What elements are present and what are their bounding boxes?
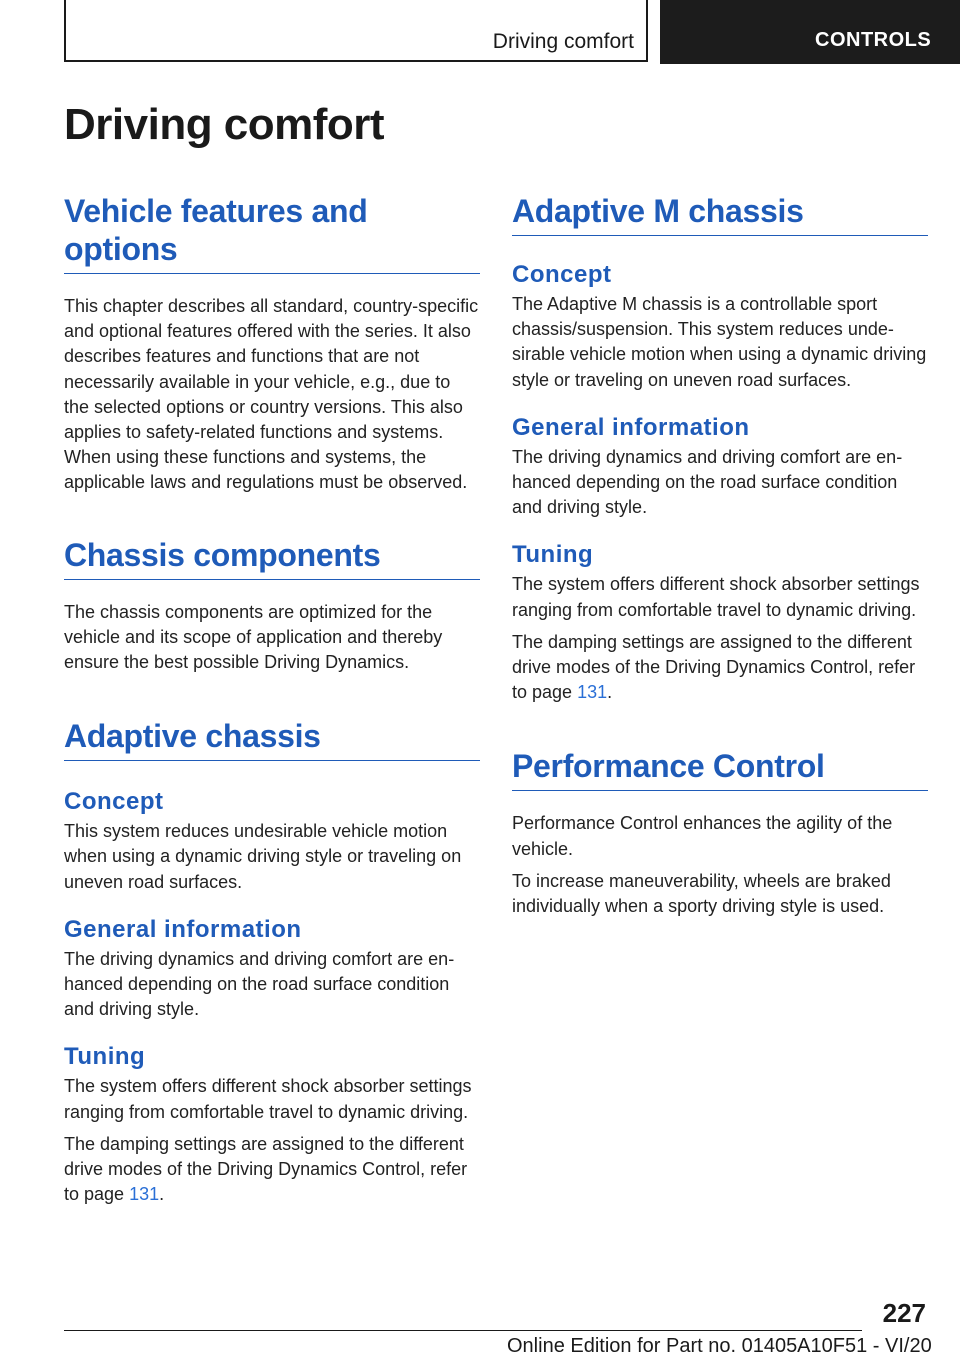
header-chapter-title: Driving comfort <box>492 30 634 53</box>
page-reference-link[interactable]: 131 <box>129 1184 160 1205</box>
footer-edition: Online Edition for Part no. 01405A10F51 - VI/20 <box>507 1335 932 1357</box>
heading-adaptive-m-chassis: Adaptive M chassis <box>512 192 928 236</box>
paragraph-general-information: The driving dynamics and driving comfort are enhanced depending on the road surface condition and driving style. <box>64 948 455 1020</box>
paragraph-m-tuning-1: The system offers different shock absorber settings ranging from comfortable travel to dynamic driving. <box>512 574 920 620</box>
header-section-label: CONTROLS <box>815 29 932 51</box>
paragraph-tuning-2-text: The damping settings are assigned to the different drive modes of the Driving Dynamics Control, refer to page <box>64 1133 468 1205</box>
paragraph-performance-control-1: Performance Control enhances the agility of the vehicle. <box>512 813 893 859</box>
heading-adaptive-chassis: Adaptive chassis <box>64 717 480 761</box>
footer-divider <box>64 1330 862 1331</box>
paragraph-m-concept: The Adaptive M chassis is a controllable sport chassis/suspension. This system reduces undesirable vehicle motion when using a dynamic driving style or traveling on uneven road surfaces. <box>512 294 927 390</box>
heading-performance-control: Performance Control <box>512 747 928 791</box>
header-chapter-box <box>64 0 648 62</box>
page-reference-link[interactable]: 131 <box>577 682 608 703</box>
paragraph-tuning-2 <box>64 1132 480 1208</box>
subheading-m-concept: Concept <box>512 261 612 288</box>
paragraph-m-general-information: The driving dynamics and driving comfort are enhanced depending on the road surface condition and driving style. <box>512 446 903 518</box>
subheading-m-general-information: General information <box>512 413 750 441</box>
paragraph-m-tuning-2-text: The damping settings are assigned to the different drive modes of the Driving Dynamics Control, refer to page <box>512 631 916 703</box>
subheading-general-information: General information <box>64 915 302 943</box>
paragraph-tuning-2-end: . <box>159 1184 165 1205</box>
right-column <box>512 192 928 919</box>
paragraph-concept: This system reduces undesirable vehicle motion when using a dynamic driving style or traveling on uneven road surfaces. <box>64 821 462 892</box>
paragraph-m-tuning-2 <box>512 630 928 706</box>
page-title: Driving comfort <box>64 100 385 149</box>
subheading-concept: Concept <box>64 788 164 816</box>
paragraph-performance-control-2: To increase maneuverability, wheels are braked individually when a sporty driving style is used. <box>512 870 891 917</box>
subheading-m-tuning: Tuning <box>512 541 594 569</box>
heading-vehicle-features: Vehicle features and options <box>64 192 480 274</box>
paragraph-chassis-components: The chassis components are optimized for the vehicle and its scope of application and thereby ensure the best possible Driving Dynamics. <box>64 601 443 673</box>
header-section-tab <box>660 0 960 64</box>
left-column <box>64 192 480 1207</box>
paragraph-m-tuning-2-end: . <box>607 682 613 703</box>
heading-chassis-components: Chassis components <box>64 536 480 580</box>
paragraph-tuning-1: The system offers different shock absorber settings ranging from comfortable travel to dynamic driving. <box>64 1076 472 1122</box>
paragraph-vehicle-features: This chapter describes all standard, country-specific and optional features offered with the series. It also describes features and functions that are not necessarily available in your vehicle, e.g., due to the selected options or country versions. This also applies to safety-related functions and systems. When using these functions and systems, the applicable laws and regulations must be observed. <box>64 296 479 493</box>
subheading-tuning: Tuning <box>64 1043 146 1071</box>
page-number: 227 <box>882 1298 926 1328</box>
